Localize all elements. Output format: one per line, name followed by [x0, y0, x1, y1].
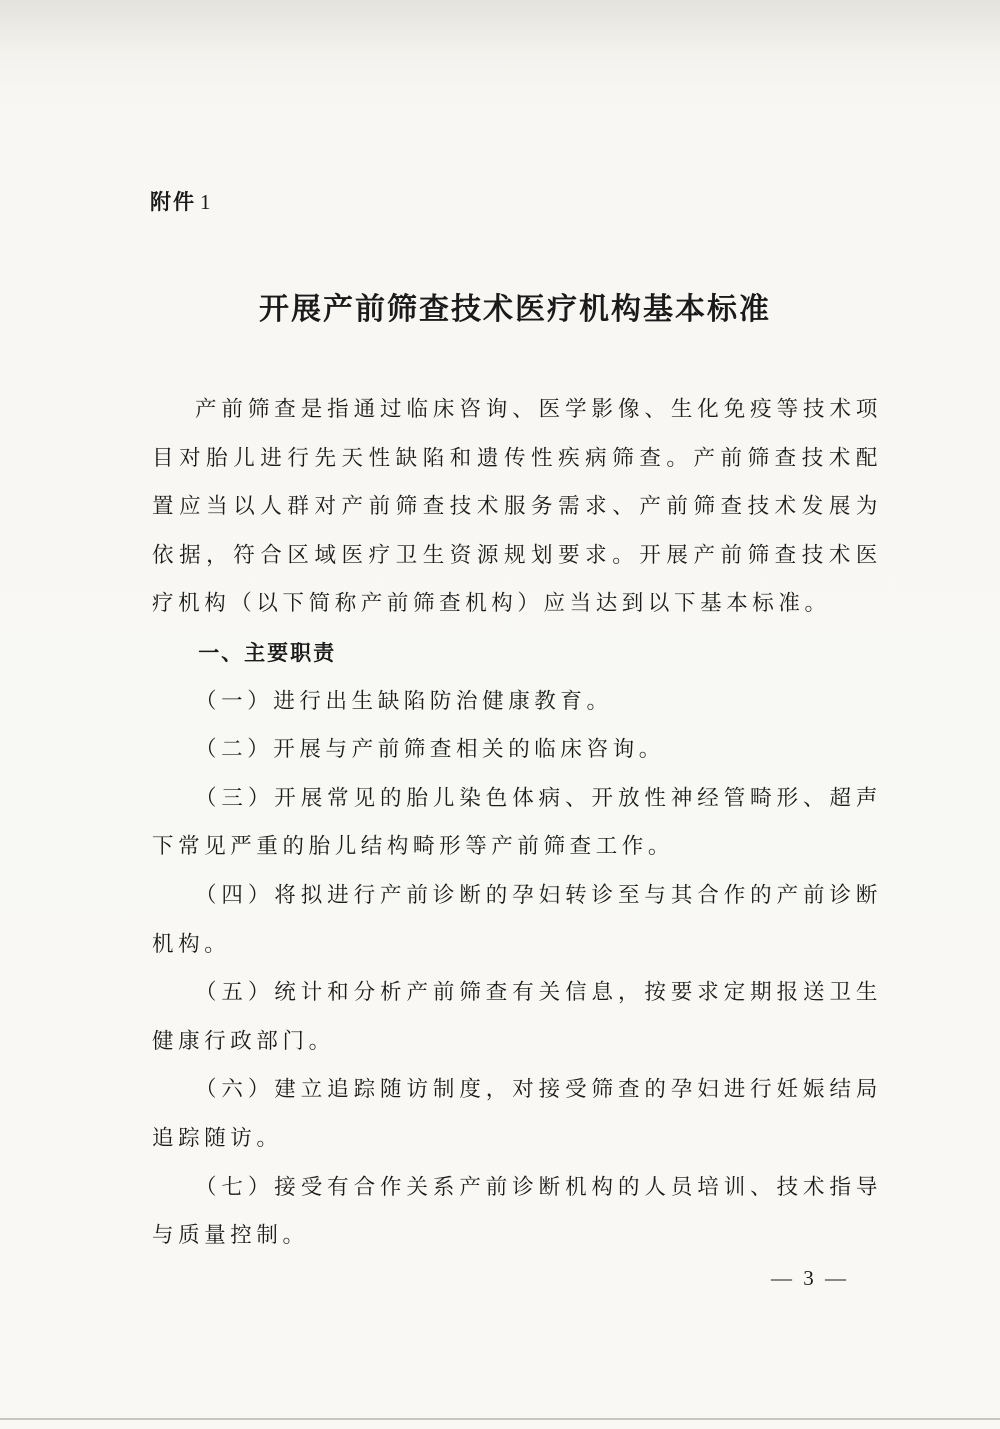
- list-item: （二）开展与产前筛查相关的临床咨询。: [195, 737, 665, 763]
- attachment-label: [150, 186, 213, 216]
- document-body: [152, 386, 882, 1261]
- attachment-label-text: 附件: [150, 190, 196, 214]
- attachment-number: 1: [200, 190, 213, 214]
- list-item: （五）统计和分析产前筛查有关信息，按要求定期报送卫生健康行政部门。: [152, 980, 882, 1054]
- section-heading: 一、主要职责: [198, 640, 337, 665]
- list-item: （三）开展常见的胎儿染色体病、开放性神经管畸形、超声下常见严重的胎儿结构畸形等产前筛查工作。: [152, 785, 882, 860]
- scan-shadow: [0, 0, 1000, 90]
- list-item: （四）将拟进行产前诊断的孕妇转诊至与其合作的产前诊断机构。: [152, 882, 882, 957]
- intro-paragraph: 产前筛查是指通过临床咨询、医学影像、生化免疫等技术项目对胎儿进行先天性缺陷和遗传性疾病筛查。产前筛查技术配置应当以人群对产前筛查技术服务需求、产前筛查技术发展为依据，符合区域医疗卫生资源规划要求。开展产前筛查技术医疗机构（以下简称产前筛查机构）应当达到以下基本标准。: [152, 397, 882, 617]
- page-number: — 3 —: [771, 1266, 849, 1290]
- list-item: （六）建立追踪随访制度，对接受筛查的孕妇进行妊娠结局追踪随访。: [152, 1077, 882, 1151]
- document-title: 开展产前筛查技术医疗机构基本标准: [259, 292, 771, 327]
- list-item: （七）接受有合作关系产前诊断机构的人员培训、技术指导与质量控制。: [152, 1174, 882, 1249]
- list-item: （一）进行出生缺陷防治健康教育。: [195, 688, 613, 714]
- page-edge: [0, 1418, 1000, 1420]
